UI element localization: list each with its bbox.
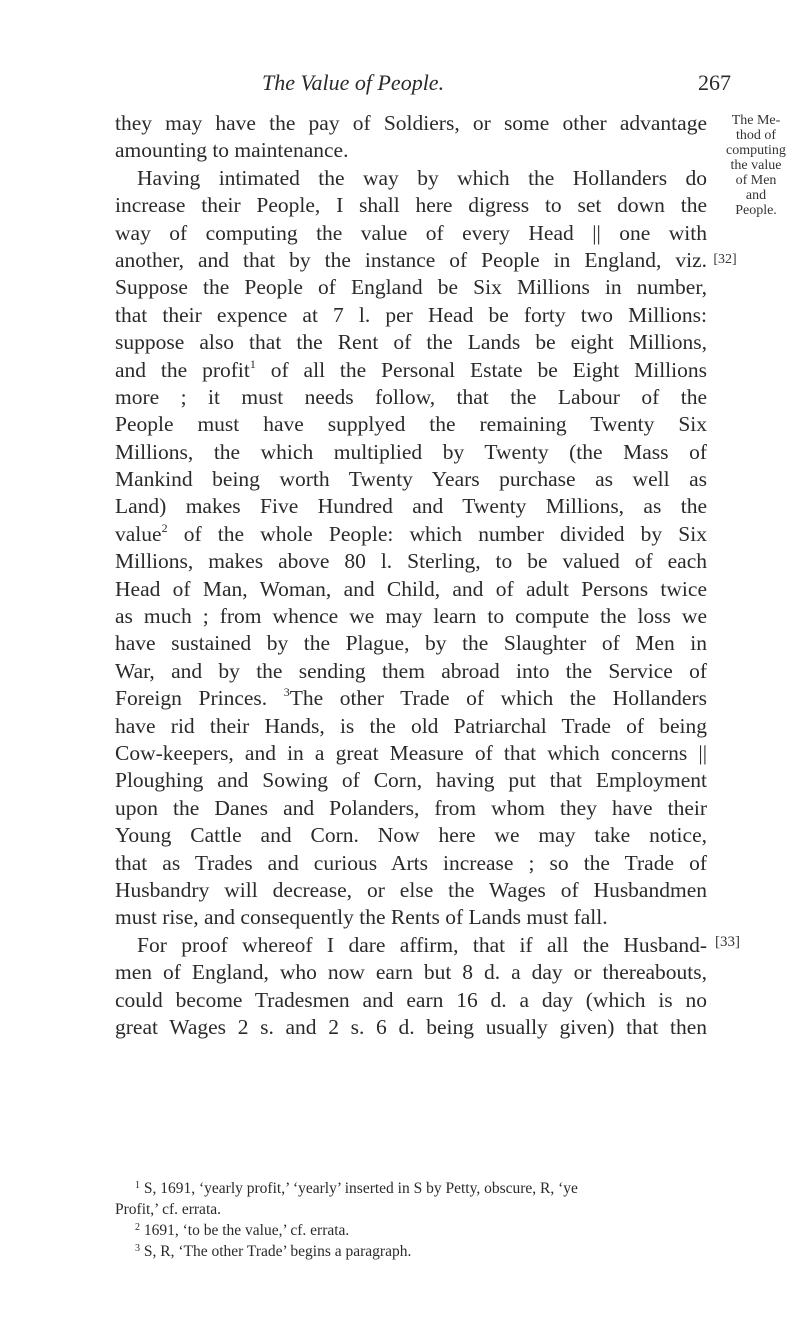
text-line: that their expence at 7 l. per Head be forty two Millions: xyxy=(115,302,707,327)
text-segment: The other Trade of which the Hollanders xyxy=(289,686,708,711)
folio-marker-33: [33] xyxy=(715,934,740,950)
footnote xyxy=(115,1220,707,1241)
text-line: must rise, and consequently the Rents of Lands must fall. xyxy=(115,905,608,930)
text-segment: and the profit xyxy=(115,357,250,382)
footnote xyxy=(115,1241,707,1262)
footnote-text: Profit,’ cf. errata. xyxy=(115,1201,222,1218)
running-title: The Value of People. xyxy=(262,70,445,95)
margin-note-line: computing xyxy=(726,143,786,158)
text-line: War, and by the sending them abroad into the Service of xyxy=(115,658,707,683)
folio-marker-32: [32] xyxy=(713,252,737,267)
text-segment: Foreign Princes. xyxy=(115,686,268,711)
text-line xyxy=(115,685,707,712)
text-line: upon the Danes and Polanders, from whom they have their xyxy=(115,795,707,820)
text-line: Suppose the People of England be Six Millions in number, xyxy=(115,275,707,300)
margin-note-line: and xyxy=(745,188,767,203)
body-text xyxy=(115,110,707,1041)
text-line: way of computing the value of every Head || one with xyxy=(115,220,707,245)
text-line: amounting to maintenance. xyxy=(115,138,349,163)
footnote-ref-3: 3 xyxy=(283,685,290,700)
footnote-ref-2: 2 xyxy=(161,520,168,535)
margin-note-line: People. xyxy=(735,203,777,218)
text-line: Having intimated the way by which the Hollanders do xyxy=(137,165,707,190)
text-line: they may have the pay of Soldiers, or some other advantage xyxy=(115,111,707,135)
footnote-ref-1: 1 xyxy=(249,356,256,371)
text-line: great Wages 2 s. and 2 s. 6 d. being usually given) that then xyxy=(115,1014,707,1039)
margin-note-line: The Me- xyxy=(731,113,781,128)
footnote-text: 1691, ‘to be the value,’ cf. errata. xyxy=(140,1222,350,1239)
text-line xyxy=(115,521,707,548)
text-line: as much ; from whence we may learn to compute the loss we xyxy=(115,604,707,629)
text-segment: value xyxy=(115,521,162,546)
footnote-mark: 3 xyxy=(135,1243,140,1254)
page-number: 267 xyxy=(698,70,731,95)
footnote-continuation xyxy=(115,1199,707,1220)
text-line: Head of Man, Woman, and Child, and of adult Persons twice xyxy=(115,576,707,601)
footnote-text: S, R, ‘The other Trade’ begins a paragraph. xyxy=(140,1243,412,1260)
text-line: that as Trades and curious Arts increase ; so the Trade of xyxy=(115,850,707,875)
text-line: Land) makes Five Hundred and Twenty Millions, as the xyxy=(115,494,707,519)
text-line: have rid their Hands, is the old Patriarchal Trade of being xyxy=(115,713,707,738)
text-line: People must have supplyed the remaining Twenty Six xyxy=(115,412,707,437)
footnote-mark: 2 xyxy=(135,1222,140,1233)
margin-note-line: of Men xyxy=(735,173,777,188)
margin-note xyxy=(712,113,800,218)
text-line: Husbandry will decrease, or else the Wages of Husbandmen xyxy=(115,877,707,902)
margin-note-line: thod of xyxy=(735,128,777,143)
text-line: Cow-keepers, and in a great Measure of that which concerns || xyxy=(115,740,707,765)
text-line: have sustained by the Plague, by the Slaughter of Men in xyxy=(115,631,707,656)
text-line: Millions, the which multiplied by Twenty (the Mass of xyxy=(115,439,707,464)
text-line xyxy=(115,357,707,384)
text-segment: of all the Personal Estate be Eight Millions xyxy=(255,357,707,382)
text-line: men of England, who now earn but 8 d. a day or thereabouts, xyxy=(115,960,707,985)
text-line: Ploughing and Sowing of Corn, having put that Employment xyxy=(115,768,707,793)
text-line: Mankind being worth Twenty Years purchase as well as xyxy=(115,467,707,492)
text-segment: of the whole People: which number divided by Six xyxy=(167,521,707,546)
text-line: could become Tradesmen and earn 16 d. a day (which is no xyxy=(115,987,707,1012)
text-line: For proof whereof I dare affirm, that if all the Husband- xyxy=(137,932,707,957)
text-line: Millions, makes above 80 l. Sterling, to be valued of each xyxy=(115,549,707,574)
footnote-text: S, 1691, ‘yearly profit,’ ‘yearly’ inserted in S by Petty, obscure, R, ‘ye xyxy=(140,1180,578,1197)
text-line: increase their People, I shall here digress to set down the xyxy=(115,193,707,218)
page-header xyxy=(0,70,800,100)
footnote-mark: 1 xyxy=(135,1180,140,1191)
footnotes xyxy=(115,1178,707,1262)
text-line: more ; it must needs follow, that the Labour of the xyxy=(115,384,707,409)
footnote xyxy=(115,1178,707,1199)
text-line: suppose also that the Rent of the Lands be eight Millions, xyxy=(115,330,707,355)
text-line: Young Cattle and Corn. Now here we may take notice, xyxy=(115,823,707,848)
margin-note-line: the value xyxy=(730,158,782,173)
text-line: another, and that by the instance of People in England, viz. xyxy=(115,247,707,272)
